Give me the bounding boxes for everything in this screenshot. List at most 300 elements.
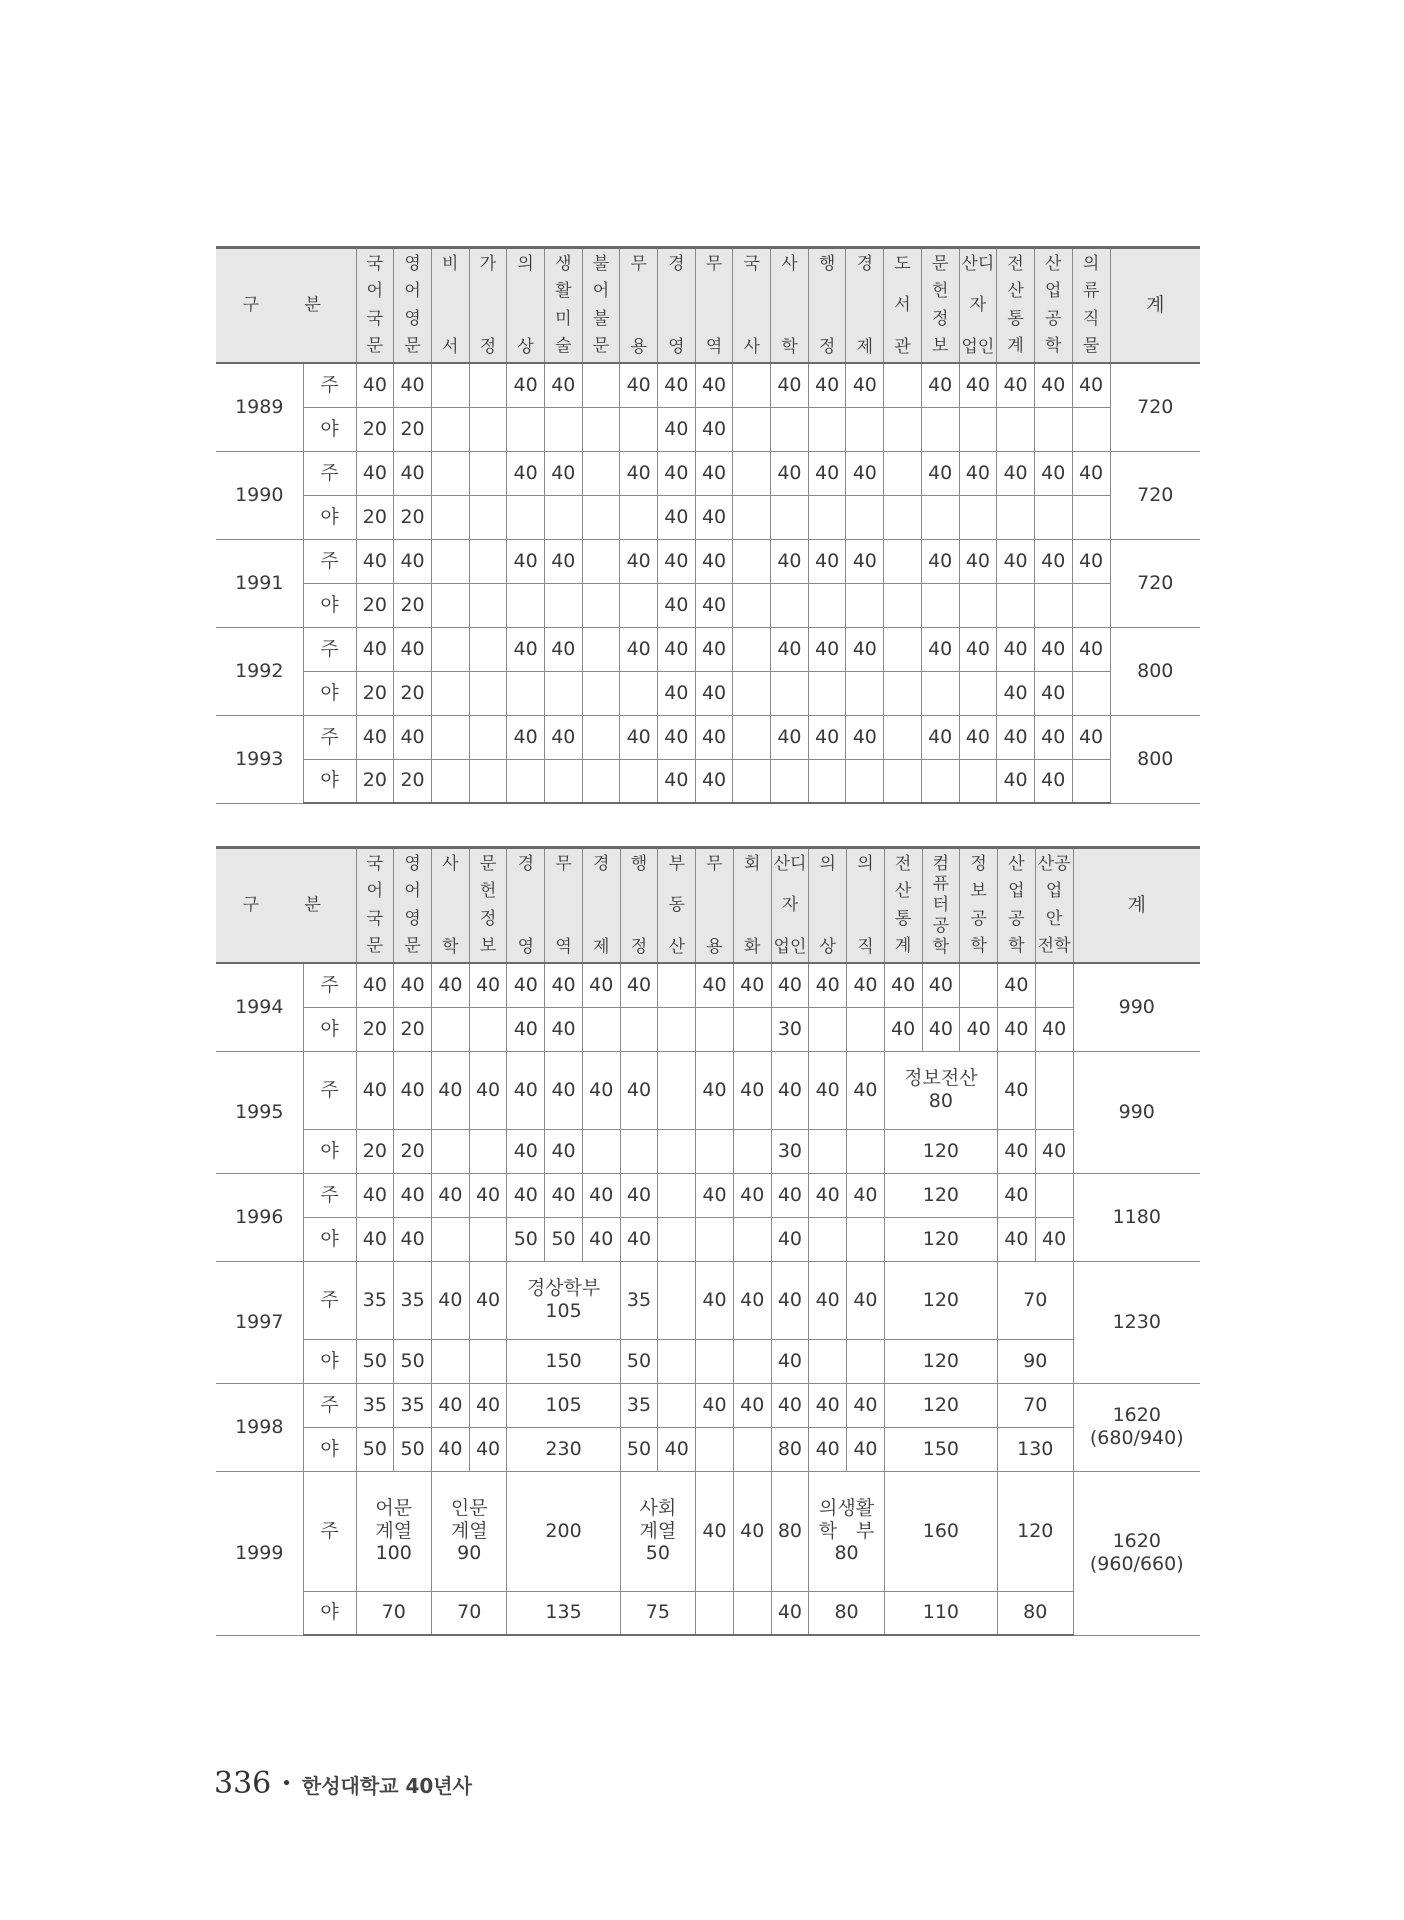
merged-cell: 120: [884, 1217, 997, 1261]
merged-cell: 200: [507, 1471, 620, 1591]
data-cell: [921, 671, 959, 715]
column-header: [733, 848, 771, 964]
data-cell: 40: [544, 715, 582, 759]
column-header: [847, 848, 885, 964]
data-cell: [733, 1339, 771, 1383]
merged-label: 사회: [639, 1496, 677, 1519]
column-header-label: 도 서 관: [894, 253, 911, 357]
data-cell: [808, 583, 846, 627]
data-cell: 40: [695, 407, 733, 451]
table2-header: [216, 848, 1200, 964]
data-cell: [431, 671, 469, 715]
data-cell: 40: [847, 1261, 885, 1339]
night-label: 야: [303, 759, 356, 803]
merged-cell: 70: [997, 1261, 1073, 1339]
data-cell: [658, 1051, 696, 1129]
data-cell: 40: [997, 715, 1035, 759]
data-cell: 40: [1072, 539, 1110, 583]
data-cell: 40: [1072, 627, 1110, 671]
day-label: 주: [303, 539, 356, 583]
data-cell: 40: [469, 1051, 507, 1129]
bullet-icon: •: [281, 1773, 292, 1794]
data-cell: 40: [771, 963, 809, 1007]
data-cell: 35: [394, 1261, 432, 1339]
data-cell: 50: [620, 1339, 658, 1383]
data-cell: 40: [809, 1261, 847, 1339]
data-cell: [733, 495, 771, 539]
data-cell: 40: [959, 627, 997, 671]
data-cell: 40: [507, 963, 545, 1007]
column-header-label: 경 영: [517, 853, 535, 957]
data-cell: 40: [733, 1471, 771, 1591]
column-header-top: 경: [668, 253, 685, 274]
data-cell: [658, 1339, 696, 1383]
data-cell: 40: [356, 451, 394, 495]
total-value: 1620: [1112, 1530, 1161, 1553]
table-row: [216, 1471, 1200, 1591]
data-cell: [696, 1217, 734, 1261]
column-header: [545, 848, 583, 964]
data-cell: 40: [847, 1173, 885, 1217]
year-cell: 1997: [216, 1261, 303, 1383]
data-cell: [469, 715, 507, 759]
total-cell: 720: [1110, 539, 1200, 627]
data-cell: 40: [997, 963, 1035, 1007]
column-header-top: 전: [1007, 253, 1024, 274]
data-cell: 40: [808, 715, 846, 759]
night-label: 야: [303, 1129, 356, 1173]
data-cell: [921, 495, 959, 539]
data-cell: [1034, 407, 1072, 451]
data-cell: 40: [658, 627, 696, 671]
data-cell: 50: [545, 1217, 583, 1261]
data-cell: [733, 451, 771, 495]
data-cell: 40: [507, 363, 545, 407]
data-cell: 40: [620, 1217, 658, 1261]
day-label: 주: [303, 1173, 356, 1217]
merged-cell: [620, 1471, 695, 1591]
table-row: [216, 1007, 1200, 1051]
data-cell: [431, 1007, 469, 1051]
data-cell: 40: [997, 1217, 1035, 1261]
data-cell: [884, 495, 922, 539]
data-cell: 35: [356, 1383, 394, 1427]
data-cell: [960, 963, 998, 1007]
data-cell: [544, 407, 582, 451]
column-header: [846, 248, 884, 364]
data-cell: [544, 583, 582, 627]
column-header-top: 산디: [773, 853, 807, 874]
column-header-label: 문 헌 정 보: [479, 853, 497, 957]
data-cell: [733, 671, 771, 715]
data-cell: 40: [695, 583, 733, 627]
merged-label: 정보전산: [904, 1067, 978, 1090]
table-row: [216, 1427, 1200, 1471]
day-label: 주: [303, 1051, 356, 1129]
data-cell: 40: [696, 1471, 734, 1591]
column-header: [809, 848, 847, 964]
data-cell: 40: [620, 539, 658, 583]
column-header-top: 경: [856, 253, 873, 274]
data-cell: 40: [997, 759, 1035, 803]
data-cell: 40: [1034, 627, 1072, 671]
data-cell: [1035, 963, 1073, 1007]
day-label: 주: [303, 451, 356, 495]
data-cell: 40: [620, 1173, 658, 1217]
column-header-label: 행 정: [630, 853, 648, 957]
column-header-top: 무: [630, 253, 647, 274]
column-header: [733, 248, 771, 364]
data-cell: [959, 407, 997, 451]
total-split: (960/660): [1089, 1553, 1184, 1575]
data-cell: [431, 1217, 469, 1261]
data-cell: 50: [356, 1427, 394, 1471]
data-cell: 40: [356, 627, 394, 671]
table-row: [216, 451, 1200, 495]
column-header-label: 정 보 공 학: [970, 853, 987, 957]
column-header-top: 영: [404, 253, 421, 274]
merged-label: 계열: [375, 1519, 413, 1542]
column-header: [1034, 248, 1072, 364]
data-cell: 40: [696, 1051, 734, 1129]
column-header-top: 컴: [932, 853, 950, 874]
data-cell: 40: [1072, 715, 1110, 759]
data-cell: 40: [582, 1217, 620, 1261]
data-cell: 40: [771, 715, 809, 759]
data-cell: 40: [545, 963, 583, 1007]
book-title: 한성대학교 40년사: [301, 1774, 472, 1798]
data-cell: 40: [431, 963, 469, 1007]
night-label: 야: [303, 1427, 356, 1471]
data-cell: 50: [356, 1339, 394, 1383]
column-header: [620, 248, 658, 364]
data-cell: 40: [696, 1173, 734, 1217]
data-cell: 40: [959, 451, 997, 495]
data-cell: [469, 1007, 507, 1051]
data-cell: 40: [997, 1051, 1035, 1129]
data-cell: 40: [771, 363, 809, 407]
data-cell: 40: [545, 1129, 583, 1173]
data-cell: [733, 1427, 771, 1471]
data-cell: 40: [507, 451, 545, 495]
column-header-label: 컴 퓨 터 공 학: [932, 853, 950, 957]
data-cell: 40: [356, 715, 394, 759]
column-header: [658, 248, 696, 364]
data-cell: 40: [733, 1261, 771, 1339]
year-cell: 1992: [216, 627, 303, 715]
column-header-label: 의 직: [857, 853, 874, 957]
data-cell: [696, 1427, 734, 1471]
data-cell: 40: [545, 1051, 583, 1129]
data-cell: 40: [507, 539, 545, 583]
merged-cell: 80: [997, 1591, 1073, 1635]
merged-value: 80: [928, 1090, 953, 1112]
data-cell: 40: [771, 1261, 809, 1339]
data-cell: [847, 1129, 885, 1173]
column-header-top: 비: [442, 253, 459, 274]
data-cell: [620, 1007, 658, 1051]
data-cell: 50: [394, 1339, 432, 1383]
column-header: [394, 248, 432, 364]
data-cell: 40: [808, 363, 846, 407]
data-cell: 40: [431, 1383, 469, 1427]
column-header-label: 무 역: [555, 853, 572, 957]
data-cell: [431, 539, 469, 583]
data-cell: 40: [582, 1173, 620, 1217]
column-header-label: 영 어 영 문: [404, 253, 421, 357]
day-label: 주: [303, 363, 356, 407]
data-cell: 40: [771, 1051, 809, 1129]
data-cell: 35: [620, 1383, 658, 1427]
data-cell: 40: [658, 451, 696, 495]
merged-cell: 120: [884, 1339, 997, 1383]
data-cell: 40: [507, 627, 545, 671]
data-cell: 40: [695, 451, 733, 495]
merged-cell: 230: [507, 1427, 620, 1471]
data-cell: 40: [809, 1051, 847, 1129]
column-header-top: 국: [366, 853, 384, 874]
merged-cell: 120: [884, 1383, 997, 1427]
column-header-label: 국 어 국 문: [366, 853, 384, 957]
data-cell: 20: [356, 407, 394, 451]
table-row: [216, 759, 1200, 803]
data-cell: [431, 759, 469, 803]
data-cell: 40: [809, 1383, 847, 1427]
data-cell: [469, 627, 507, 671]
data-cell: [582, 363, 620, 407]
data-cell: [620, 759, 658, 803]
data-cell: 80: [771, 1427, 809, 1471]
data-cell: 40: [846, 715, 884, 759]
data-cell: [884, 583, 922, 627]
column-header-top: 회: [743, 853, 761, 874]
year-cell: 1993: [216, 715, 303, 803]
data-cell: 40: [431, 1427, 469, 1471]
column-header: [1035, 848, 1073, 964]
data-cell: [469, 1339, 507, 1383]
data-cell: 40: [544, 363, 582, 407]
column-header-label: 산공 업 안 전학: [1037, 853, 1071, 957]
data-cell: 40: [695, 627, 733, 671]
data-cell: [733, 1591, 771, 1635]
column-header: [582, 248, 620, 364]
merged-label: 계열: [639, 1519, 677, 1542]
data-cell: 40: [1034, 671, 1072, 715]
night-label: 야: [303, 1217, 356, 1261]
data-cell: 40: [507, 715, 545, 759]
column-header-top: 의: [1082, 253, 1100, 274]
column-header-label: 사 학: [781, 253, 798, 357]
data-cell: [733, 1007, 771, 1051]
column-header-top: 산: [1008, 853, 1025, 874]
data-cell: [431, 495, 469, 539]
data-cell: [959, 671, 997, 715]
data-cell: [469, 407, 507, 451]
data-cell: 40: [695, 363, 733, 407]
data-cell: 40: [469, 963, 507, 1007]
data-cell: 40: [846, 627, 884, 671]
column-header-top: 문: [931, 253, 949, 274]
night-label: 야: [303, 1339, 356, 1383]
data-cell: [582, 1007, 620, 1051]
data-cell: [544, 671, 582, 715]
page-number: 336: [214, 1766, 272, 1801]
data-cell: [431, 363, 469, 407]
column-header-top: 국: [366, 253, 384, 274]
data-cell: [431, 715, 469, 759]
enrollment-table-1989-1993: [216, 246, 1200, 804]
data-cell: 40: [695, 495, 733, 539]
column-header-top: 정: [970, 853, 987, 874]
merged-value: 90: [457, 1542, 482, 1565]
data-cell: 40: [620, 715, 658, 759]
column-header-top: 무: [555, 853, 572, 874]
data-cell: [1035, 1173, 1073, 1217]
table-row: [216, 1261, 1200, 1339]
merged-value: 105: [545, 1300, 582, 1322]
merged-cell: 120: [997, 1471, 1073, 1591]
data-cell: [582, 715, 620, 759]
merged-cell: [809, 1471, 884, 1591]
enrollment-table-1994-1999: [216, 846, 1200, 1636]
data-cell: 40: [658, 363, 696, 407]
data-cell: 40: [809, 1427, 847, 1471]
data-cell: 40: [921, 451, 959, 495]
data-cell: 40: [809, 963, 847, 1007]
column-header-label: 불 어 불 문: [592, 253, 610, 357]
data-cell: [1072, 583, 1110, 627]
day-label: 주: [303, 1383, 356, 1427]
data-cell: [431, 627, 469, 671]
merged-cell: 130: [997, 1427, 1073, 1471]
data-cell: 40: [696, 1261, 734, 1339]
data-cell: [847, 1339, 885, 1383]
data-cell: 40: [921, 715, 959, 759]
data-cell: [507, 759, 545, 803]
data-cell: 40: [394, 963, 432, 1007]
column-header: [507, 848, 545, 964]
data-cell: [847, 1007, 885, 1051]
data-cell: 20: [394, 671, 432, 715]
data-cell: [959, 495, 997, 539]
table-row: [216, 671, 1200, 715]
data-cell: [696, 1591, 734, 1635]
data-cell: [507, 671, 545, 715]
data-cell: [582, 407, 620, 451]
data-cell: [544, 495, 582, 539]
data-cell: 40: [394, 539, 432, 583]
data-cell: [544, 759, 582, 803]
column-header-label: 영 어 영 문: [404, 853, 421, 957]
data-cell: [658, 963, 696, 1007]
data-cell: 80: [771, 1471, 809, 1591]
data-cell: 40: [921, 627, 959, 671]
column-header-label: 무 용: [706, 853, 723, 957]
total-cell: 1180: [1073, 1173, 1200, 1261]
column-header-label: 산디 자 업인: [961, 253, 995, 357]
merged-cell: [431, 1471, 506, 1591]
data-cell: [620, 1129, 658, 1173]
data-cell: [884, 759, 922, 803]
data-cell: [809, 1129, 847, 1173]
year-cell: 1995: [216, 1051, 303, 1173]
year-cell: 1989: [216, 363, 303, 451]
data-cell: 40: [469, 1383, 507, 1427]
data-cell: [582, 627, 620, 671]
data-cell: 40: [808, 627, 846, 671]
column-header-label: 의 류 직 물: [1082, 253, 1100, 357]
column-header: [356, 248, 394, 364]
total-cell: 720: [1110, 363, 1200, 451]
night-label: 야: [303, 407, 356, 451]
total-cell: [1073, 1383, 1200, 1471]
data-cell: [808, 671, 846, 715]
merged-label: 경상학부: [526, 1277, 601, 1300]
data-cell: 30: [771, 1007, 809, 1051]
table-row: [216, 715, 1200, 759]
data-cell: 40: [658, 539, 696, 583]
data-cell: 40: [1034, 715, 1072, 759]
day-label: 주: [303, 627, 356, 671]
data-cell: [921, 407, 959, 451]
merged-cell: 70: [356, 1591, 431, 1635]
data-cell: [771, 759, 809, 803]
data-cell: 40: [733, 1051, 771, 1129]
merged-value: 100: [375, 1542, 412, 1565]
column-header-label: 경 제: [856, 253, 873, 357]
data-cell: [469, 759, 507, 803]
column-header: [507, 248, 545, 364]
merged-label: 의생활: [819, 1496, 875, 1519]
data-cell: 40: [809, 1173, 847, 1217]
column-header-top: 의: [857, 853, 874, 874]
merged-cell: 70: [997, 1383, 1073, 1427]
column-header-label: 의 상: [819, 853, 836, 957]
data-cell: 40: [507, 1051, 545, 1129]
data-cell: 40: [997, 539, 1035, 583]
column-header: [544, 248, 582, 364]
column-header-top: 국: [743, 253, 760, 274]
column-header: [771, 248, 809, 364]
total-value: 1620: [1112, 1404, 1161, 1427]
data-cell: 40: [733, 1173, 771, 1217]
data-cell: [884, 715, 922, 759]
column-header: [356, 848, 394, 964]
merged-cell: 90: [997, 1339, 1073, 1383]
data-cell: [809, 1217, 847, 1261]
data-cell: 50: [620, 1427, 658, 1471]
data-cell: [733, 583, 771, 627]
data-cell: 40: [394, 451, 432, 495]
data-cell: [808, 407, 846, 451]
data-cell: [884, 363, 922, 407]
data-cell: 40: [620, 1051, 658, 1129]
table-row: [216, 363, 1200, 407]
table-row: [216, 1173, 1200, 1217]
data-cell: 40: [658, 407, 696, 451]
year-cell: 1996: [216, 1173, 303, 1261]
data-cell: 40: [469, 1173, 507, 1217]
column-header-label: 무 용: [630, 253, 647, 357]
merged-cell: 120: [884, 1261, 997, 1339]
year-cell: 1991: [216, 539, 303, 627]
data-cell: 40: [959, 539, 997, 583]
data-cell: 40: [922, 1007, 960, 1051]
data-cell: 40: [1034, 759, 1072, 803]
data-cell: 40: [997, 363, 1035, 407]
data-cell: 40: [733, 1383, 771, 1427]
column-header-label: 의 상: [517, 253, 534, 357]
